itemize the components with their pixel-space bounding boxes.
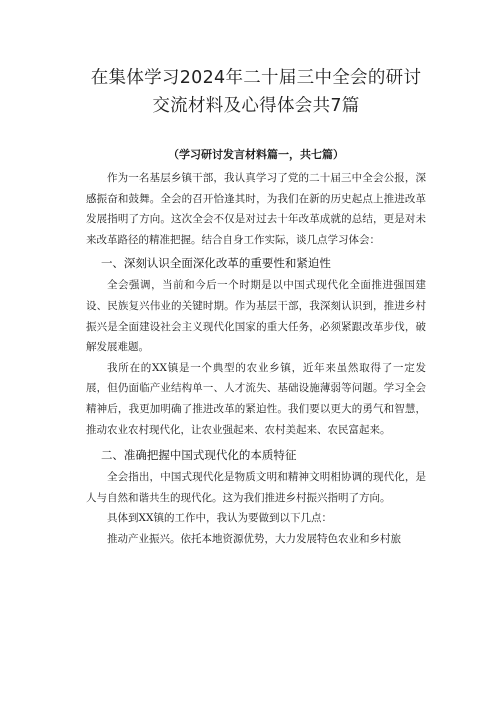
section-1-heading: 一、深刻认识全面深化改革的重要性和紧迫性	[100, 256, 331, 271]
document-subtitle: （学习研讨发言材料篇一，共七篇）	[168, 148, 344, 161]
intro-paragraph: 作为一名基层乡镇干部，我认真学习了党的二十届三中全会公报，深感振奋和鼓舞。全会的召开恰逢其时，为我们在新的历史起点上推进改革发展指明了方向。这次全会不仅是对过去十年改革成就的总结，更是对未来改革路径的精准把握。结合自身工作实际，谈几点学习体会：	[86, 172, 426, 246]
section-2-heading: 二、准确把握中国式现代化的本质特征	[100, 448, 297, 463]
document-title	[72, 64, 440, 120]
section-2-paragraph-2: 具体到XX镇的工作中，我认为要做到以下几点：	[107, 512, 332, 525]
title-line-1: 在集体学习2024年二十届三中全会的研讨	[90, 68, 422, 88]
section-1-paragraph-2: 我所在的XX镇是一个典型的农业乡镇，近年来虽然取得了一定发展，但仍面临产业结构单一、人才流失、基础设施薄弱等问题。学习全会精神后，我更加明确了推进改革的紧迫性。我们要以更大的勇气和智慧，推动农业农村现代化，让农业强起来、农村美起来、农民富起来。	[86, 361, 426, 436]
section-1-paragraph-1: 全会强调，当前和今后一个时期是以中国式现代化全面推进强国建设、民族复兴伟业的关键时期。作为基层干部，我深刻认识到，推进乡村振兴是全面建设社会主义现代化国家的重大任务，必须紧跟改革步伐，破解发展难题。	[86, 279, 426, 354]
section-2-paragraph-3: 推动产业振兴。依托本地资源优势，大力发展特色农业和乡村旅	[107, 532, 401, 545]
section-2-paragraph-1: 全会指出，中国式现代化是物质文明和精神文明相协调的现代化，是人与自然和谐共生的现代化。这为我们推进乡村振兴指明了方向。	[86, 471, 426, 504]
title-line-2: 交流材料及心得体会共7篇	[152, 96, 360, 116]
